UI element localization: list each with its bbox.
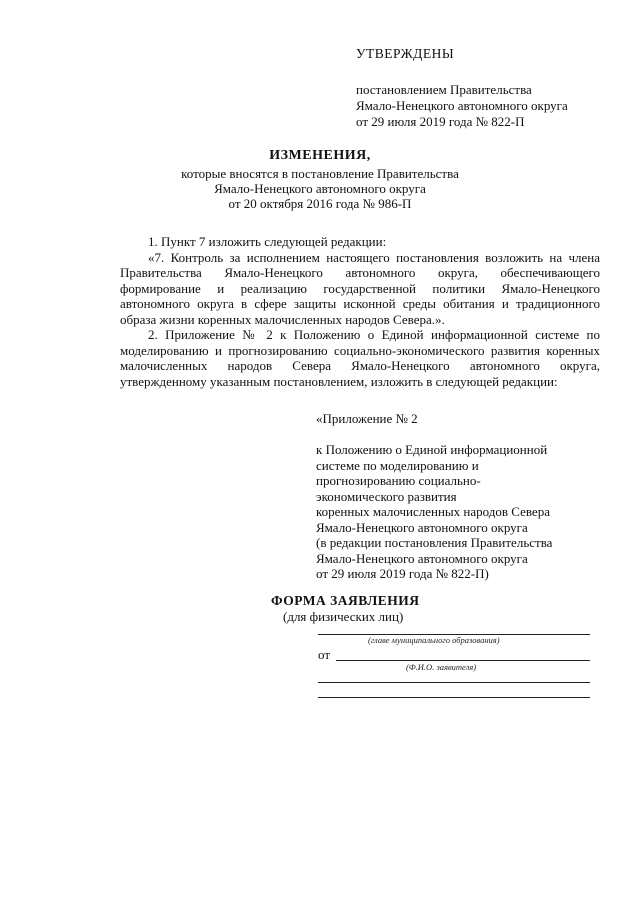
appendix-line: от 29 июля 2019 года № 822-П): [316, 566, 489, 581]
approval-line: Ямало-Ненецкого автономного округа: [356, 98, 568, 113]
applicant-name-hint: (Ф.И.О. заявителя): [406, 662, 477, 672]
paragraph-1: 1. Пункт 7 изложить следующей редакции:: [148, 234, 387, 249]
changes-title: ИЗМЕНЕНИЯ,: [269, 148, 371, 163]
approval-line: постановлением Правительства: [356, 82, 532, 97]
from-label: от: [318, 647, 331, 662]
applicant-extra-line[interactable]: [318, 697, 590, 698]
appendix-line: (в редакции постановления Правительства: [316, 535, 553, 550]
changes-subtitle: [0, 166, 640, 211]
changes-line: от 20 октября 2016 года № 986-П: [228, 196, 412, 211]
appendix-line: к Положению о Единой информационной: [316, 442, 548, 457]
appendix-line: прогнозированию социально-: [316, 473, 481, 488]
applicant-extra-line[interactable]: [318, 682, 590, 683]
appendix-line: коренных малочисленных народов Севера: [316, 504, 550, 519]
document-body: [120, 234, 600, 389]
changes-line: Ямало-Ненецкого автономного округа: [214, 181, 426, 196]
appendix-line: Ямало-Ненецкого автономного округа: [316, 550, 528, 566]
paragraph-quote: «7. Контроль за исполнением настоящего постановления возложить на члена Правительства Ямало-Ненецкого автономного округа, обеспечивающего формирование и реализацию государственной политики Ямало-Ненецкого автономного округа в сфере защиты исконной среды обитания и традиционного образа жизни коренных малочисленных народов Севера.».: [120, 249, 600, 327]
form-subtitle: (для физических лиц): [283, 609, 404, 624]
approval-line: от 29 июля 2019 года № 822-П: [356, 114, 525, 129]
paragraph-2: 2. Приложение № 2 к Положению о Единой информационной системе по моделированию и прогнозированию социально-экономического развития коренных малочисленных народов Севера Ямало-Ненецкого автономного округа, утвержденному указанным постановлением, изложить в следующей редакции:: [120, 327, 600, 389]
applicant-name-line[interactable]: [336, 660, 590, 661]
changes-line: которые вносятся в постановление Правительства: [181, 166, 459, 181]
recipient-hint: (главе муниципального образования): [368, 635, 500, 645]
approved-label: УТВЕРЖДЕНЫ: [356, 46, 455, 61]
appendix-line: экономического развития: [316, 488, 457, 504]
appendix-title: «Приложение № 2: [316, 411, 418, 426]
approval-details: [356, 82, 568, 130]
appendix-line: системе по моделированию и: [316, 457, 479, 473]
appendix-details: [316, 442, 606, 582]
form-title: ФОРМА ЗАЯВЛЕНИЯ: [271, 593, 420, 608]
appendix-line: Ямало-Ненецкого автономного округа: [316, 519, 528, 535]
